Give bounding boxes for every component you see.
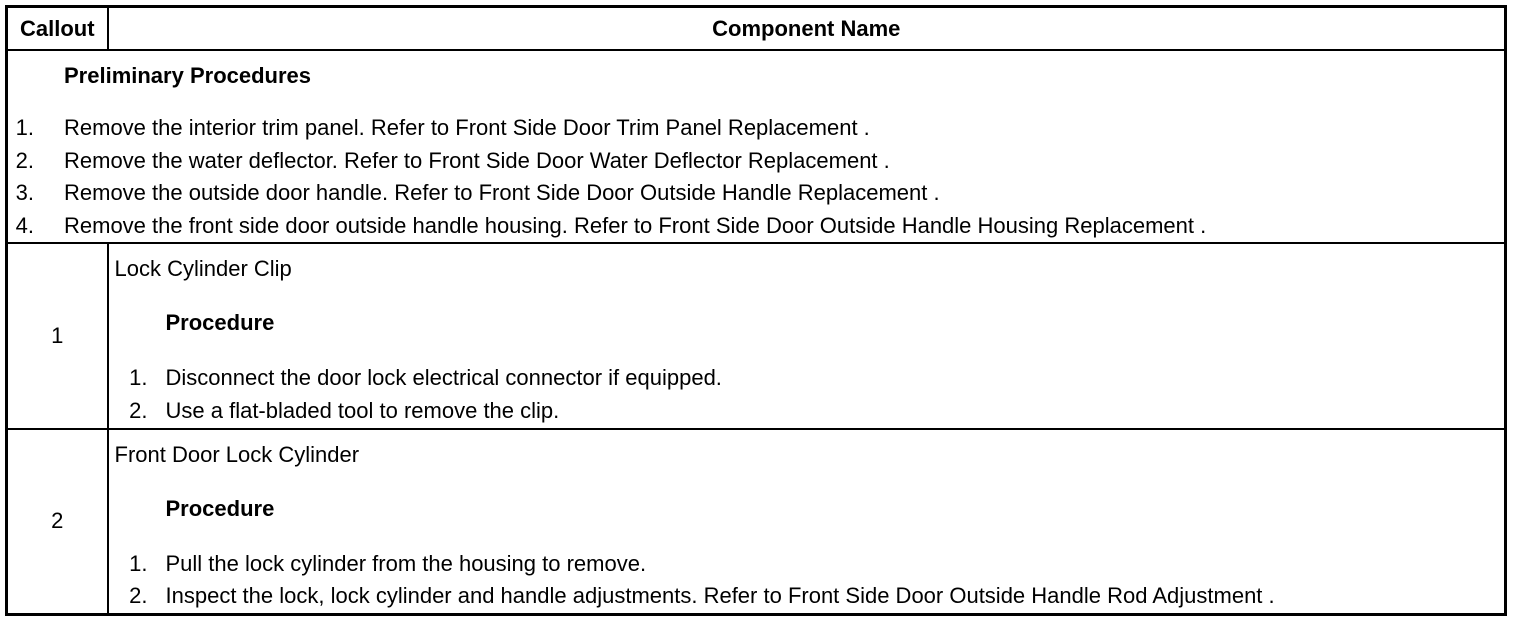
- step-number: 4.: [15, 212, 34, 238]
- procedure-step: [109, 395, 1505, 428]
- procedure-title: Procedure: [165, 310, 275, 336]
- step-number: 1.: [15, 115, 34, 140]
- callout-header: Callout: [7, 7, 108, 51]
- step-number: 1.: [129, 550, 148, 576]
- step-text: Pull the lock cylinder from the housing to remove.: [165, 550, 647, 576]
- step-number: 1.: [129, 365, 148, 391]
- component-name: Lock Cylinder Clip: [114, 256, 292, 282]
- procedure-table: [5, 5, 1507, 616]
- component-name-header: Component Name: [108, 7, 1506, 51]
- step-number: 2.: [129, 397, 148, 423]
- step-text: Inspect the lock, lock cylinder and handle adjustments. Refer to Front Side Door Outside Handle Rod Adjustment .: [165, 583, 1275, 609]
- preliminary-step: [8, 177, 1504, 210]
- callout-cell: 2: [7, 429, 108, 615]
- callout-cell: 1: [7, 243, 108, 428]
- step-number: 2.: [129, 583, 148, 609]
- component-cell: [108, 429, 1506, 615]
- step-text: Disconnect the door lock electrical connector if equipped.: [165, 365, 722, 391]
- procedure-step: [109, 548, 1505, 581]
- preliminary-steps: [8, 112, 1504, 242]
- step-text: Remove the outside door handle. Refer to Front Side Door Outside Handle Replacement .: [64, 180, 940, 206]
- step-number: 2.: [15, 147, 34, 173]
- table-row: [7, 243, 1506, 428]
- preliminary-title: Preliminary Procedures: [64, 63, 312, 88]
- procedure-step: [109, 580, 1505, 613]
- step-number: 3.: [15, 180, 34, 206]
- procedure-title: Procedure: [165, 495, 275, 521]
- preliminary-step: [8, 112, 1504, 145]
- procedure-step: [109, 362, 1505, 395]
- procedure-steps: [109, 362, 1505, 427]
- preliminary-row: [7, 50, 1506, 243]
- procedure-steps: [109, 548, 1505, 613]
- step-text: Remove the front side door outside handle housing. Refer to Front Side Door Outside Handle Housing Replacement .: [64, 212, 1207, 238]
- header-row: [7, 7, 1506, 51]
- component-name: Front Door Lock Cylinder: [114, 441, 360, 467]
- component-cell: [108, 243, 1506, 428]
- preliminary-step: [8, 145, 1504, 178]
- step-text: Use a flat-bladed tool to remove the clip.: [165, 397, 560, 423]
- preliminary-cell: [7, 50, 1506, 243]
- step-text: Remove the interior trim panel. Refer to Front Side Door Trim Panel Replacement .: [64, 115, 870, 140]
- table-row: [7, 429, 1506, 615]
- preliminary-step: [8, 210, 1504, 243]
- step-text: Remove the water deflector. Refer to Front Side Door Water Deflector Replacement .: [64, 147, 890, 173]
